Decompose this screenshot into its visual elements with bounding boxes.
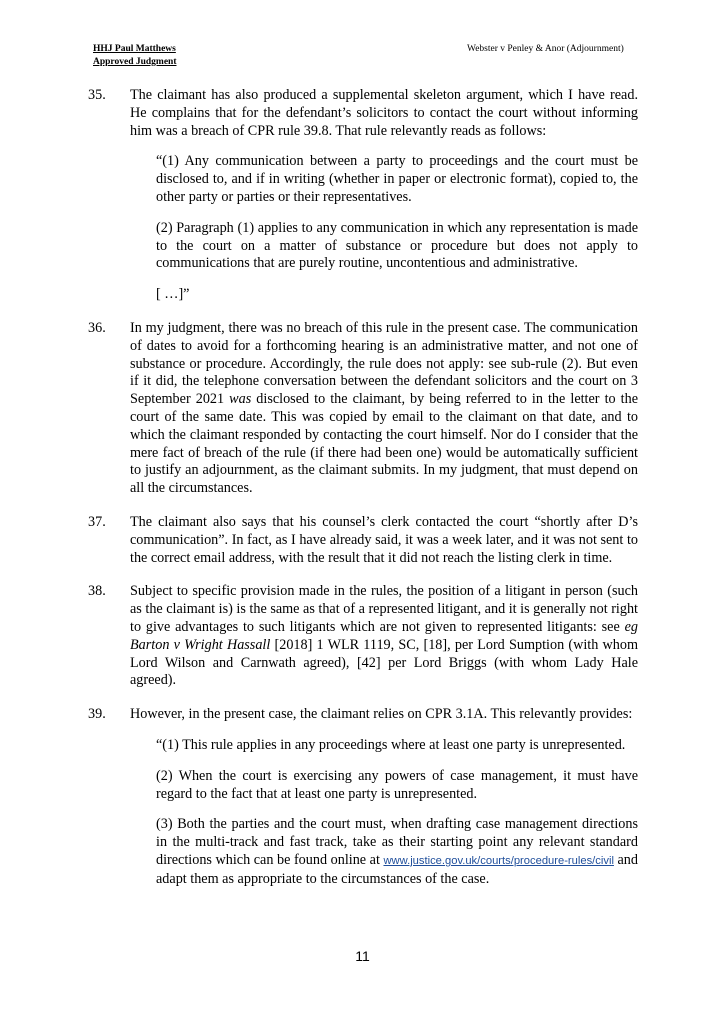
page-number: 11 bbox=[355, 948, 370, 964]
text-segment: (3) Both the parties and the court must, when drafting case management directions in the multi-track and fast track, take as their starting point any relevant standard directions which can be found online at bbox=[156, 816, 638, 868]
paragraph-text bbox=[130, 87, 638, 304]
paragraph-number: 38. bbox=[88, 583, 106, 600]
quote-item: (2) When the court is exercising any powers of case management, it must have regard to the fact that at least one party is unrepresented. bbox=[156, 767, 638, 802]
paragraph-number: 35. bbox=[88, 87, 106, 103]
quote-item: “(1) Any communication between a party to proceedings and the court must be disclosed to, and if in writing (whether in paper or electronic format), copied to, the other party or parties or their representatives. bbox=[156, 153, 638, 205]
case-title: Webster v Penley & Anor (Adjournment) bbox=[467, 44, 624, 54]
rule-quote bbox=[156, 153, 638, 304]
paragraph-text bbox=[130, 706, 638, 888]
header-left bbox=[93, 43, 177, 68]
paragraph-body bbox=[130, 320, 638, 498]
paragraph-text bbox=[130, 583, 638, 690]
text-segment: and adapt them as appropriate to the circumstances of the case. bbox=[156, 851, 638, 887]
quote-item bbox=[156, 816, 638, 888]
paragraph-text bbox=[130, 320, 638, 498]
paragraph-number: 37. bbox=[88, 513, 106, 530]
quote-item: (2) Paragraph (1) applies to any communication in which any representation is made to the court on a matter of substance or procedure but does not apply to communications that are purely routine, uncontentious and administrative. bbox=[156, 219, 638, 272]
paragraph-body: The claimant has also produced a supplemental skeleton argument, which I have read. He complains that for the defendant’s solicitors to contact the court without informing him was a breach of CPR rule 39.8. That rule relevantly reads as follows: bbox=[130, 87, 638, 139]
paragraph-36 bbox=[88, 320, 638, 498]
case-citation: eg Barton v Wright Hassall bbox=[130, 618, 638, 653]
text-segment: In my judgment, there was no breach of this rule in the present case. The communication of dates to avoid for a forthcoming hearing is an administrative matter, and not one of substance or procedure. Accordingly, the rule does not apply: see sub-rule (2). But even if it did, the telephone conversation between the defendant solicitors and the court on 3 September 2021 bbox=[130, 319, 638, 408]
paragraph-37 bbox=[88, 514, 638, 567]
text-segment: disclosed to the claimant, by being referred to in the letter to the court of the same date. This was copied by email to the claimant on that date, and to which the claimant responded by contacting the court himself. Nor do I consider that the mere fact of breach of the rule (if there had been one) would be automatically sufficient to justify an adjournment, as the claimant submits. In my judgment, that must depend on all the circumstances. bbox=[130, 391, 638, 497]
paragraph-body bbox=[130, 583, 638, 690]
text-segment: Subject to specific provision made in the rules, the position of a litigant in person (such as the claimant is) is the same as that of a represented litigant, and it is generally not right to give advantages to such litigants which are not given to represented litigants: see bbox=[130, 583, 638, 635]
judgment-status: Approved Judgment bbox=[93, 56, 177, 67]
paragraph-body: The claimant also says that his counsel’s clerk contacted the court “shortly after D’s communication”. In fact, as I have already said, it was a week later, and it was not sent to the correct email address, with the result that it did not reach the listing clerk in time. bbox=[130, 513, 638, 566]
quote-item: “(1) This rule applies in any proceedings where at least one party is unrepresented. bbox=[156, 736, 626, 753]
emphasis-text: was bbox=[229, 391, 252, 408]
quote-item: [ …]” bbox=[156, 286, 190, 303]
paragraph-number: 36. bbox=[88, 319, 106, 336]
procedure-rules-link[interactable]: www.justice.gov.uk/courts/procedure-rules/civil bbox=[383, 854, 614, 867]
paragraph-35 bbox=[88, 87, 638, 304]
judge-name: HHJ Paul Matthews bbox=[93, 44, 176, 54]
rule-quote bbox=[156, 737, 638, 889]
paragraph-number: 39. bbox=[88, 706, 106, 723]
paragraph-body: However, in the present case, the claimant relies on CPR 3.1A. This relevantly provides: bbox=[130, 706, 633, 723]
paragraph-39 bbox=[88, 706, 638, 888]
text-segment: [2018] 1 WLR 1119, SC, [18], per Lord Sumption (with whom Lord Wilson and Carnwath agreed), [42] per Lord Briggs (with whom Lady Hale agreed). bbox=[130, 636, 638, 689]
judgment-body bbox=[88, 87, 638, 904]
paragraph-38 bbox=[88, 583, 638, 690]
paragraph-text bbox=[130, 514, 638, 567]
